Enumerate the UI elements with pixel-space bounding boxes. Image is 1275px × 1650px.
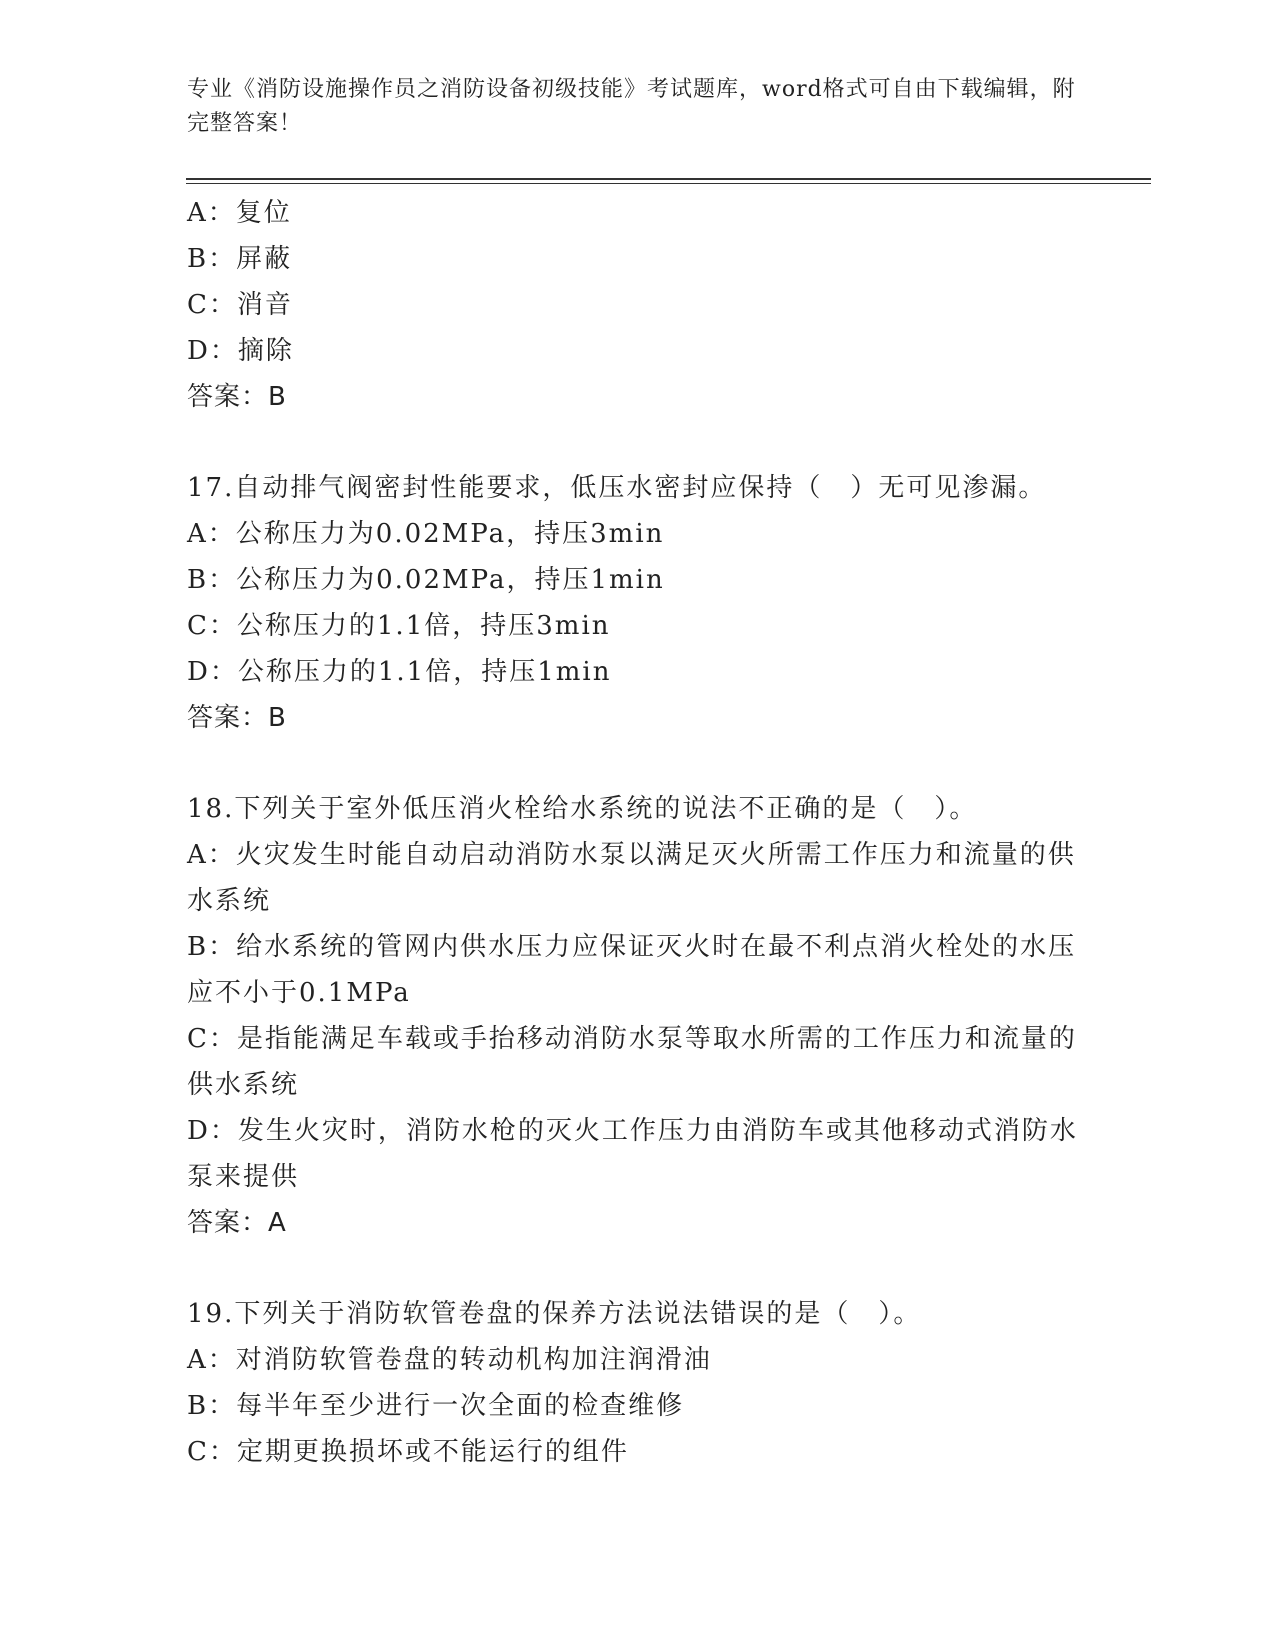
option-a: A：火灾发生时能自动启动消防水泵以满足灭火所需工作压力和流量的供水系统	[187, 840, 1076, 916]
option-c: C：公称压力的1.1倍，持压3min	[187, 611, 611, 641]
option-d: D：发生火灾时，消防水枪的灭火工作压力由消防车或其他移动式消防水泵来提供	[187, 1116, 1078, 1192]
option-c: C：消音	[187, 290, 293, 320]
option-d: D：摘除	[187, 336, 294, 366]
question-18	[187, 786, 1087, 1246]
question-text: 18.下列关于室外低压消火栓给水系统的说法不正确的是（ ）。	[187, 794, 978, 824]
question-19	[187, 1291, 1087, 1475]
question-text: 19.下列关于消防软管卷盘的保养方法说法错误的是（ ）。	[187, 1299, 922, 1329]
option-b: B：每半年至少进行一次全面的检查维修	[187, 1391, 685, 1421]
question-list	[187, 190, 1087, 1475]
option-b: B：公称压力为0.02MPa，持压1min	[187, 565, 665, 595]
option-d: D：公称压力的1.1倍，持压1min	[187, 657, 612, 687]
header-rule-thin	[186, 183, 1151, 184]
answer: 答案：B	[187, 382, 287, 412]
question-17	[187, 465, 1087, 741]
answer: 答案：B	[187, 703, 287, 733]
document-header: 专业《消防设施操作员之消防设备初级技能》考试题库，word格式可自由下载编辑，附完整答案！	[187, 77, 1076, 136]
option-b: B：屏蔽	[187, 244, 293, 274]
question-text: 17.自动排气阀密封性能要求，低压水密封应保持（ ）无可见渗漏。	[187, 473, 1047, 503]
option-a: A：公称压力为0.02MPa，持压3min	[187, 519, 665, 549]
option-a: A：复位	[187, 198, 292, 228]
option-b: B：给水系统的管网内供水压力应保证灭火时在最不利点消火栓处的水压应不小于0.1MPa	[187, 932, 1077, 1008]
option-c: C：定期更换损坏或不能运行的组件	[187, 1437, 629, 1467]
question-16	[187, 190, 1087, 420]
answer: 答案：A	[187, 1208, 287, 1238]
option-a: A：对消防软管卷盘的转动机构加注润滑油	[187, 1345, 712, 1375]
header-rule-thick	[186, 178, 1151, 180]
option-c: C：是指能满足车载或手抬移动消防水泵等取水所需的工作压力和流量的供水系统	[187, 1024, 1077, 1100]
